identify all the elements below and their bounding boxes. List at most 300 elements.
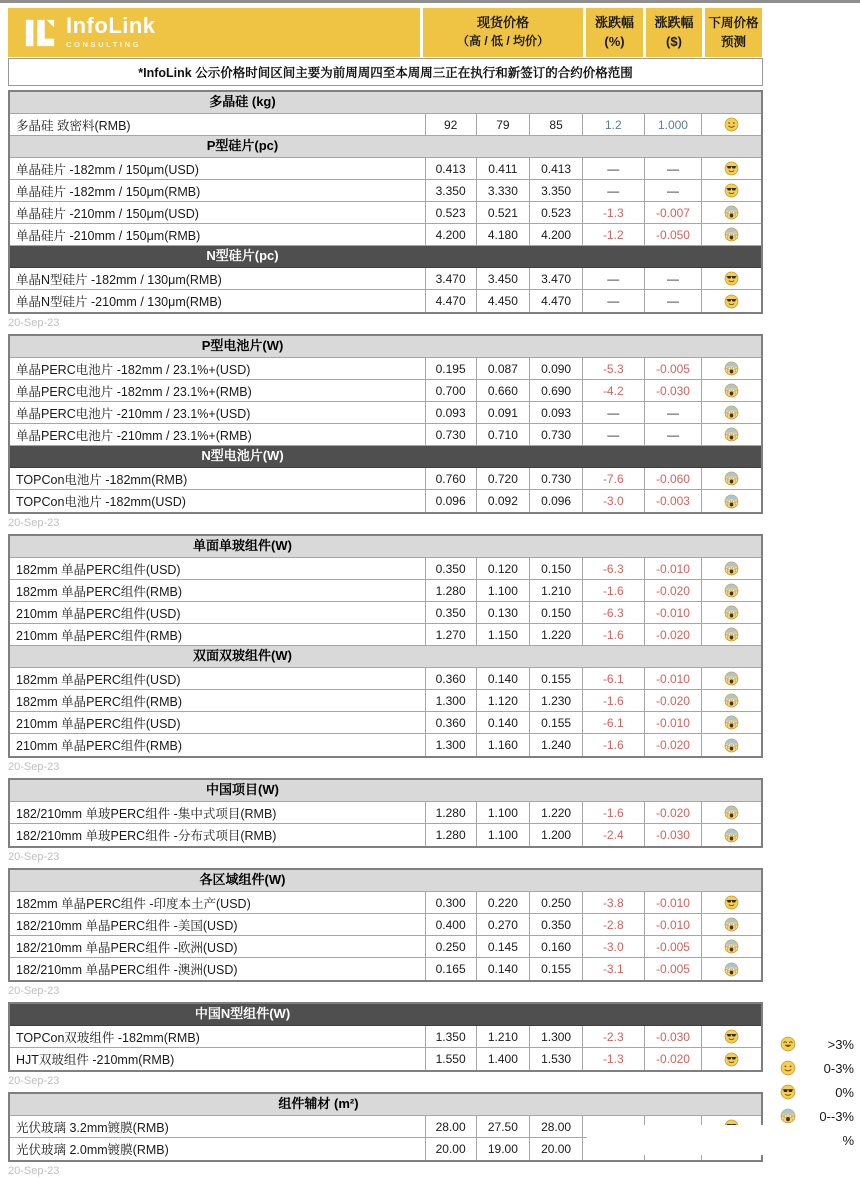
section-header <box>10 536 761 558</box>
change-pct: -4.2 <box>582 380 644 401</box>
price-avg: 1.210 <box>529 580 582 601</box>
price-low: 0.720 <box>476 468 530 489</box>
change-pct-label: 涨跌幅 <box>594 14 634 30</box>
change-usd: — <box>644 402 702 423</box>
section-title: N型硅片(pc) <box>206 248 279 263</box>
change-usd: -0.020 <box>644 624 702 645</box>
watermark-date: 20-Sep-23 <box>8 517 60 529</box>
spot-price-label: 现货价格 <box>476 15 529 31</box>
section-title: N型电池片(W) <box>201 448 284 463</box>
price-avg: 0.096 <box>529 490 582 512</box>
column-header-change-usd <box>646 8 702 57</box>
price-low: 3.450 <box>476 268 530 289</box>
price-table <box>8 334 763 514</box>
screaming-face-icon <box>724 471 739 486</box>
section-title: 中国N型组件(W) <box>194 1006 291 1021</box>
price-high: 20.00 <box>425 1138 476 1160</box>
forecast-cell <box>701 1026 761 1047</box>
price-high: 1.350 <box>425 1026 476 1047</box>
section-header <box>10 1004 761 1026</box>
legend-label: 0-3% <box>823 1060 854 1076</box>
change-pct: -6.1 <box>582 668 644 689</box>
watermark-date: 20-Sep-23 <box>8 1075 60 1087</box>
price-row <box>10 958 761 980</box>
change-pct: -6.1 <box>582 712 644 733</box>
change-usd: -0.030 <box>644 380 702 401</box>
change-usd: -0.060 <box>644 468 702 489</box>
sunglasses-face-icon <box>724 271 739 286</box>
section-header <box>10 336 761 358</box>
screaming-face-icon <box>724 627 739 642</box>
sunglasses-face-icon <box>724 161 739 176</box>
change-usd: — <box>644 180 702 201</box>
change-pct: -6.3 <box>582 558 644 579</box>
forecast-cell <box>701 690 761 711</box>
section-title: 各区域组件(W) <box>199 872 286 887</box>
column-header-forecast <box>705 8 762 57</box>
row-label: 单晶硅片 -182mm / 150μm(USD) <box>16 162 199 177</box>
change-pct: -1.3 <box>582 202 644 223</box>
section-title: 双面双玻组件(W) <box>193 648 292 663</box>
watermark-date: 20-Sep-23 <box>8 1165 60 1177</box>
column-header-change-pct <box>586 8 643 57</box>
change-usd: -0.010 <box>644 914 702 935</box>
change-usd: 1.000 <box>644 114 702 135</box>
price-row <box>10 802 761 824</box>
change-pct: — <box>582 268 644 289</box>
change-usd: -0.010 <box>644 668 702 689</box>
price-low: 1.100 <box>476 802 530 823</box>
price-tables <box>8 90 763 1178</box>
section-title: P型电池片(W) <box>201 338 284 353</box>
sunglasses-face-icon <box>724 1029 739 1044</box>
price-row <box>10 224 761 246</box>
forecast-cell <box>701 558 761 579</box>
forecast-cell <box>701 158 761 179</box>
forecast-cell <box>701 668 761 689</box>
screaming-face-icon <box>724 605 739 620</box>
price-low: 0.140 <box>476 668 530 689</box>
price-avg: 0.150 <box>529 602 582 623</box>
price-high: 0.413 <box>425 158 476 179</box>
row-label: 单晶N型硅片 -210mm / 130μm(RMB) <box>16 295 222 309</box>
price-low: 19.00 <box>476 1138 530 1160</box>
change-pct: 1.2 <box>582 114 644 135</box>
price-avg: 1.230 <box>529 690 582 711</box>
price-avg: 0.155 <box>529 712 582 733</box>
price-period-note <box>8 58 763 86</box>
change-pct: -2.8 <box>582 914 644 935</box>
legend-label: % <box>842 1132 854 1148</box>
change-pct: -7.6 <box>582 468 644 489</box>
section-header <box>10 646 761 668</box>
price-high: 0.250 <box>425 936 476 957</box>
row-label: 光伏玻璃 3.2mm镀膜(RMB) <box>16 1120 169 1135</box>
forecast-cell <box>701 424 761 445</box>
price-high: 3.470 <box>425 268 476 289</box>
price-table <box>8 1002 763 1072</box>
forecast-cell <box>701 892 761 913</box>
price-avg: 1.300 <box>529 1026 582 1047</box>
row-label: 182mm 单晶PERC组件(USD) <box>16 562 181 577</box>
price-avg: 0.523 <box>529 202 582 223</box>
forecast-cell <box>701 202 761 223</box>
price-row <box>10 202 761 224</box>
forecast-cell <box>701 958 761 980</box>
forecast-cell <box>701 468 761 489</box>
change-pct: -3.8 <box>582 892 644 913</box>
price-high: 0.400 <box>425 914 476 935</box>
change-usd: -0.007 <box>644 202 702 223</box>
price-high: 0.096 <box>425 490 476 512</box>
screaming-face-icon <box>724 383 739 398</box>
watermark-date: 20-Sep-23 <box>8 761 60 773</box>
price-low: 0.521 <box>476 202 530 223</box>
price-low: 0.092 <box>476 490 530 512</box>
price-low: 0.140 <box>476 712 530 733</box>
legend-item <box>780 1104 854 1128</box>
price-avg: 85 <box>529 114 582 135</box>
price-row <box>10 914 761 936</box>
row-label: TOPCon双玻组件 -182mm(RMB) <box>16 1030 200 1045</box>
section-header <box>10 870 761 892</box>
row-label: TOPCon电池片 -182mm(RMB) <box>16 472 188 487</box>
column-header-band <box>8 8 763 57</box>
price-low: 0.130 <box>476 602 530 623</box>
row-label: 单晶PERC电池片 -182mm / 23.1%+(RMB) <box>16 384 252 399</box>
price-row <box>10 268 761 290</box>
price-avg: 0.155 <box>529 958 582 980</box>
change-pct: — <box>582 424 644 445</box>
row-label: 182mm 单晶PERC组件(RMB) <box>16 584 182 599</box>
laughing-face-icon <box>780 1036 797 1052</box>
legend-item <box>780 1128 854 1152</box>
legend-item <box>780 1080 854 1104</box>
price-high: 0.360 <box>425 712 476 733</box>
forecast-cell <box>701 712 761 733</box>
logo-title: InfoLink <box>66 12 156 38</box>
forecast-cell <box>701 802 761 823</box>
screaming-face-icon <box>724 962 739 977</box>
price-low: 0.091 <box>476 402 530 423</box>
change-usd: -0.030 <box>644 1026 702 1047</box>
price-avg: 0.730 <box>529 424 582 445</box>
row-label: TOPCon电池片 -182mm(USD) <box>16 495 186 509</box>
row-label: 182/210mm 单晶PERC组件 -澳洲(USD) <box>16 963 238 977</box>
price-low: 0.087 <box>476 358 530 379</box>
price-row <box>10 468 761 490</box>
price-high: 0.195 <box>425 358 476 379</box>
price-row <box>10 380 761 402</box>
price-low: 1.400 <box>476 1048 530 1070</box>
section-title: 组件辅材 (m²) <box>278 1096 359 1111</box>
row-label: 182/210mm 单玻PERC组件 -分布式项目(RMB) <box>16 829 277 843</box>
change-usd: -0.005 <box>644 936 702 957</box>
price-avg: 0.413 <box>529 158 582 179</box>
forecast-cell <box>701 224 761 245</box>
price-avg: 4.200 <box>529 224 582 245</box>
forecast-cell <box>701 402 761 423</box>
watermark-date: 20-Sep-23 <box>8 851 60 863</box>
price-high: 0.350 <box>425 558 476 579</box>
price-avg: 0.150 <box>529 558 582 579</box>
price-table <box>8 778 763 848</box>
price-row <box>10 558 761 580</box>
sunglasses-face-icon <box>724 183 739 198</box>
sunglasses-face-icon <box>724 895 739 910</box>
change-pct: -1.6 <box>582 624 644 645</box>
screaming-face-icon <box>724 427 739 442</box>
price-avg: 28.00 <box>529 1116 582 1137</box>
screaming-face-icon <box>724 494 739 509</box>
logo-text <box>66 12 156 51</box>
legend-label: >3% <box>827 1036 854 1052</box>
price-low: 3.330 <box>476 180 530 201</box>
change-usd: -0.010 <box>644 558 702 579</box>
price-avg: 3.350 <box>529 180 582 201</box>
row-label: 单晶硅片 -210mm / 150μm(RMB) <box>16 228 201 243</box>
price-avg: 0.250 <box>529 892 582 913</box>
price-low: 0.411 <box>476 158 530 179</box>
price-row <box>10 734 761 756</box>
price-avg: 1.240 <box>529 734 582 756</box>
price-low: 0.660 <box>476 380 530 401</box>
row-label: 182/210mm 单晶PERC组件 -欧洲(USD) <box>16 940 238 955</box>
row-label: 210mm 单晶PERC组件(USD) <box>16 716 181 731</box>
price-low: 1.100 <box>476 824 530 846</box>
screaming-face-icon <box>724 671 739 686</box>
price-low: 0.120 <box>476 558 530 579</box>
price-avg: 20.00 <box>529 1138 582 1160</box>
row-label: 182/210mm 单晶PERC组件 -美国(USD) <box>16 918 238 933</box>
row-label: 210mm 单晶PERC组件(RMB) <box>16 628 182 643</box>
forecast-sublabel: 预测 <box>720 34 746 49</box>
price-row <box>10 402 761 424</box>
section-header <box>10 446 761 468</box>
change-usd-unit: ($) <box>666 33 682 49</box>
change-pct: -2.4 <box>582 824 644 846</box>
price-high: 0.760 <box>425 468 476 489</box>
watermark-date: 20-Sep-23 <box>8 317 60 329</box>
section-title: 多晶硅 (kg) <box>209 94 276 109</box>
change-usd: -0.005 <box>644 358 702 379</box>
change-pct: — <box>582 180 644 201</box>
price-high: 0.350 <box>425 602 476 623</box>
price-avg: 1.220 <box>529 624 582 645</box>
row-label: 单晶N型硅片 -182mm / 130μm(RMB) <box>16 272 222 287</box>
price-row <box>10 712 761 734</box>
row-label: 多晶硅 致密料(RMB) <box>16 118 131 133</box>
change-usd: -0.020 <box>644 580 702 601</box>
forecast-cell <box>701 380 761 401</box>
screaming-face-icon <box>724 715 739 730</box>
price-avg: 0.350 <box>529 914 582 935</box>
logo-subtitle: CONSULTING <box>66 39 142 49</box>
forecast-emoji-legend <box>780 1032 854 1152</box>
price-row <box>10 158 761 180</box>
price-avg: 3.470 <box>529 268 582 289</box>
forecast-cell <box>701 490 761 512</box>
change-pct: -1.6 <box>582 802 644 823</box>
price-high: 4.470 <box>425 290 476 312</box>
row-label: 210mm 单晶PERC组件(RMB) <box>16 739 182 753</box>
price-avg: 0.160 <box>529 936 582 957</box>
row-label: HJT双玻组件 -210mm(RMB) <box>16 1053 175 1067</box>
price-low: 0.270 <box>476 914 530 935</box>
change-pct: -3.0 <box>582 490 644 512</box>
forecast-cell <box>701 1048 761 1070</box>
price-table <box>8 868 763 982</box>
price-high: 0.300 <box>425 892 476 913</box>
change-usd: -0.020 <box>644 734 702 756</box>
price-avg: 1.530 <box>529 1048 582 1070</box>
price-table <box>8 534 763 758</box>
screaming-face-icon <box>724 227 739 242</box>
spot-price-sublabel: （高 / 低 / 均价） <box>456 34 549 49</box>
price-row <box>10 1048 761 1070</box>
price-high: 0.523 <box>425 202 476 223</box>
smiling-face-icon <box>780 1060 797 1076</box>
price-high: 1.550 <box>425 1048 476 1070</box>
price-high: 0.730 <box>425 424 476 445</box>
price-avg: 4.470 <box>529 290 582 312</box>
screaming-face-icon <box>780 1108 797 1124</box>
bulletin-body <box>8 8 763 1180</box>
change-usd: -0.005 <box>644 958 702 980</box>
price-high: 4.200 <box>425 224 476 245</box>
forecast-cell <box>701 734 761 756</box>
price-high: 92 <box>425 114 476 135</box>
section-header <box>10 246 761 268</box>
change-pct: -1.2 <box>582 224 644 245</box>
change-pct: -6.3 <box>582 602 644 623</box>
column-header-spot-price <box>423 8 583 57</box>
price-avg: 1.220 <box>529 802 582 823</box>
change-usd: -0.020 <box>644 690 702 711</box>
screaming-face-icon <box>724 583 739 598</box>
price-low: 1.100 <box>476 580 530 601</box>
forecast-cell <box>701 936 761 957</box>
screaming-face-icon <box>724 917 739 932</box>
price-low: 1.120 <box>476 690 530 711</box>
row-label: 单晶硅片 -182mm / 150μm(RMB) <box>16 184 201 199</box>
price-row <box>10 892 761 914</box>
change-usd: -0.010 <box>644 712 702 733</box>
change-usd: -0.010 <box>644 602 702 623</box>
screaming-face-icon <box>724 205 739 220</box>
row-label: 单晶PERC电池片 -182mm / 23.1%+(USD) <box>16 362 251 377</box>
change-usd: — <box>644 424 702 445</box>
section-header <box>10 136 761 158</box>
price-high: 1.280 <box>425 580 476 601</box>
price-row <box>10 580 761 602</box>
price-low: 0.145 <box>476 936 530 957</box>
forecast-cell <box>701 914 761 935</box>
price-high: 0.700 <box>425 380 476 401</box>
sunglasses-face-icon <box>780 1084 797 1100</box>
price-row <box>10 290 761 312</box>
smiling-face-icon <box>724 117 739 132</box>
change-pct: -1.6 <box>582 580 644 601</box>
screaming-face-icon <box>724 805 739 820</box>
row-label: 182mm 单晶PERC组件(USD) <box>16 672 181 687</box>
change-pct: -3.0 <box>582 936 644 957</box>
price-low: 27.50 <box>476 1116 530 1137</box>
forecast-cell <box>701 602 761 623</box>
sunglasses-face-icon <box>724 1052 739 1067</box>
price-low: 4.450 <box>476 290 530 312</box>
section-title: 单面单玻组件(W) <box>193 538 292 553</box>
price-high: 0.165 <box>425 958 476 980</box>
price-high: 28.00 <box>425 1116 476 1137</box>
forecast-cell <box>701 824 761 846</box>
screaming-face-icon <box>724 828 739 843</box>
top-border-line <box>0 0 860 3</box>
legend-label: 0--3% <box>819 1108 854 1124</box>
price-row <box>10 1026 761 1048</box>
section-title: P型硅片(pc) <box>206 138 279 153</box>
price-low: 0.140 <box>476 958 530 980</box>
sunglasses-face-icon <box>724 294 739 309</box>
price-row <box>10 936 761 958</box>
price-avg: 0.090 <box>529 358 582 379</box>
price-table <box>8 90 763 314</box>
price-row <box>10 824 761 846</box>
change-pct: -5.3 <box>582 358 644 379</box>
price-low: 4.180 <box>476 224 530 245</box>
change-usd: -0.050 <box>644 224 702 245</box>
row-label: 单晶硅片 -210mm / 150μm(USD) <box>16 206 199 221</box>
change-usd: -0.030 <box>644 824 702 846</box>
price-high: 0.093 <box>425 402 476 423</box>
price-row <box>10 602 761 624</box>
change-pct: -2.3 <box>582 1026 644 1047</box>
price-row <box>10 624 761 646</box>
price-row <box>10 668 761 690</box>
legend-item <box>780 1056 854 1080</box>
change-pct: -3.1 <box>582 958 644 980</box>
price-low: 1.160 <box>476 734 530 756</box>
screaming-face-icon <box>724 939 739 954</box>
row-label: 210mm 单晶PERC组件(USD) <box>16 606 181 621</box>
change-usd: — <box>644 158 702 179</box>
infolink-logo-icon <box>24 17 56 49</box>
change-pct: — <box>582 158 644 179</box>
white-overlay-patch <box>587 1125 777 1155</box>
legend-item <box>780 1032 854 1056</box>
price-high: 0.360 <box>425 668 476 689</box>
change-usd: — <box>644 290 702 312</box>
change-usd: -0.020 <box>644 1048 702 1070</box>
price-row <box>10 690 761 712</box>
price-row <box>10 424 761 446</box>
section-header <box>10 780 761 802</box>
change-usd: — <box>644 268 702 289</box>
price-row <box>10 180 761 202</box>
note-text: *InfoLink 公示价格时间区间主要为前周周四至本周周三正在执行和新签订的合约价格范围 <box>138 66 633 80</box>
forecast-cell <box>701 290 761 312</box>
price-low: 0.710 <box>476 424 530 445</box>
price-avg: 1.200 <box>529 824 582 846</box>
price-low: 1.150 <box>476 624 530 645</box>
price-high: 1.300 <box>425 734 476 756</box>
forecast-cell <box>701 358 761 379</box>
screaming-face-icon <box>724 561 739 576</box>
price-high: 3.350 <box>425 180 476 201</box>
price-avg: 0.730 <box>529 468 582 489</box>
forecast-cell <box>701 624 761 645</box>
row-label: 182/210mm 单玻PERC组件 -集中式项目(RMB) <box>16 806 277 821</box>
